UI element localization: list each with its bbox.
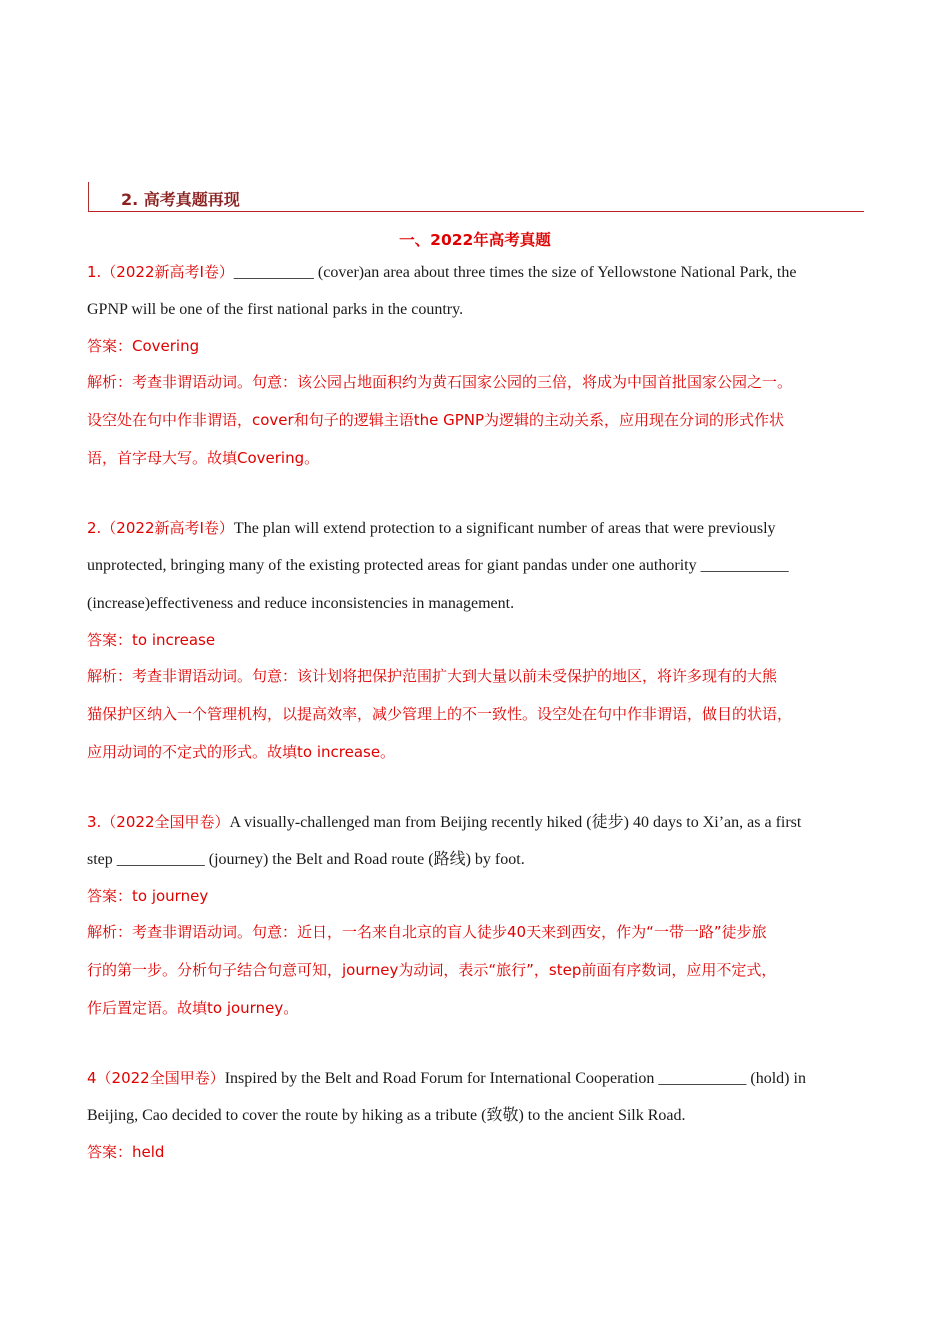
question-4-text-1: Inspired by the Belt and Road Forum for International Cooperation ___________ (hold) in (224, 1070, 806, 1087)
question-4-source: 4（2022全国甲卷） (87, 1069, 225, 1087)
question-1-text-2: GPNP will be one of the first national parks in the country. (87, 301, 464, 318)
question-3-line-1 (87, 812, 887, 833)
question-2-source: 2.（2022新高考I卷） (87, 519, 234, 537)
question-3-answer: 答案：to journey (87, 887, 209, 905)
question-2-text-2: unprotected, bringing many of the existing protected areas for giant pandas under one authority ___________ (87, 557, 789, 574)
question-2-text-3: (increase)effectiveness and reduce inconsistencies in management. (87, 595, 515, 612)
question-3-analysis-3: 作后置定语。故填to journey。 (87, 999, 299, 1017)
question-4-answer: 答案：held (87, 1143, 165, 1161)
question-2-text-1: The plan will extend protection to a significant number of areas that were previously (233, 520, 776, 537)
question-1-answer: 答案：Covering (87, 337, 200, 355)
question-1-analysis-3: 语，首字母大写。故填Covering。 (87, 449, 320, 467)
question-1-text-1: __________ (cover)an area about three times the size of Yellowstone National Park, the (233, 264, 797, 281)
question-4-text-2: Beijing, Cao decided to cover the route by hiking as a tribute (致敬) to the ancient Silk Road. (87, 1107, 686, 1124)
question-3-text-2: step ___________ (journey) the Belt and Road route (路线) by foot. (87, 851, 525, 868)
question-1-line-1 (87, 262, 887, 283)
question-2-analysis-1: 解析：考查非谓语动词。句意：该计划将把保护范围扩大到大量以前未受保护的地区，将许多现有的大熊 (87, 667, 778, 685)
section-title: 2. 高考真题再现 (121, 190, 240, 209)
question-2-analysis-2: 猫保护区纳入一个管理机构，以提高效率，减少管理上的不一致性。设空处在句中作非谓语，做目的状语， (87, 705, 793, 723)
question-4-line-1 (87, 1068, 887, 1089)
section-header (88, 182, 864, 212)
question-2-answer: 答案：to increase (87, 631, 216, 649)
question-1-analysis-1: 解析：考查非谓语动词。句意：该公园占地面积约为黄石国家公园的三倍，将成为中国首批国家公园之一。 (87, 373, 793, 391)
question-1-analysis-2: 设空处在句中作非谓语，cover和句子的逻辑主语the GPNP为逻辑的主动关系，应用现在分词的形式作状 (87, 411, 785, 429)
question-3-text-1: A visually-challenged man from Beijing recently hiked (徒步) 40 days to Xi’an, as a first (229, 814, 802, 831)
exam-subtitle: 一、2022年高考真题 (399, 231, 551, 249)
question-3-analysis-1: 解析：考查非谓语动词。句意：近日，一名来自北京的盲人徒步40天来到西安，作为“一带一路”徒步旅 (87, 923, 767, 941)
question-2-analysis-3: 应用动词的不定式的形式。故填to increase。 (87, 743, 396, 761)
question-1-source: 1.（2022新高考I卷） (87, 263, 234, 281)
question-3-analysis-2: 行的第一步。分析句子结合句意可知，journey为动词，表示“旅行”，step前面有序数词，应用不定式， (87, 961, 777, 979)
question-2-line-1 (87, 518, 887, 539)
question-3-source: 3.（2022全国甲卷） (87, 813, 230, 831)
